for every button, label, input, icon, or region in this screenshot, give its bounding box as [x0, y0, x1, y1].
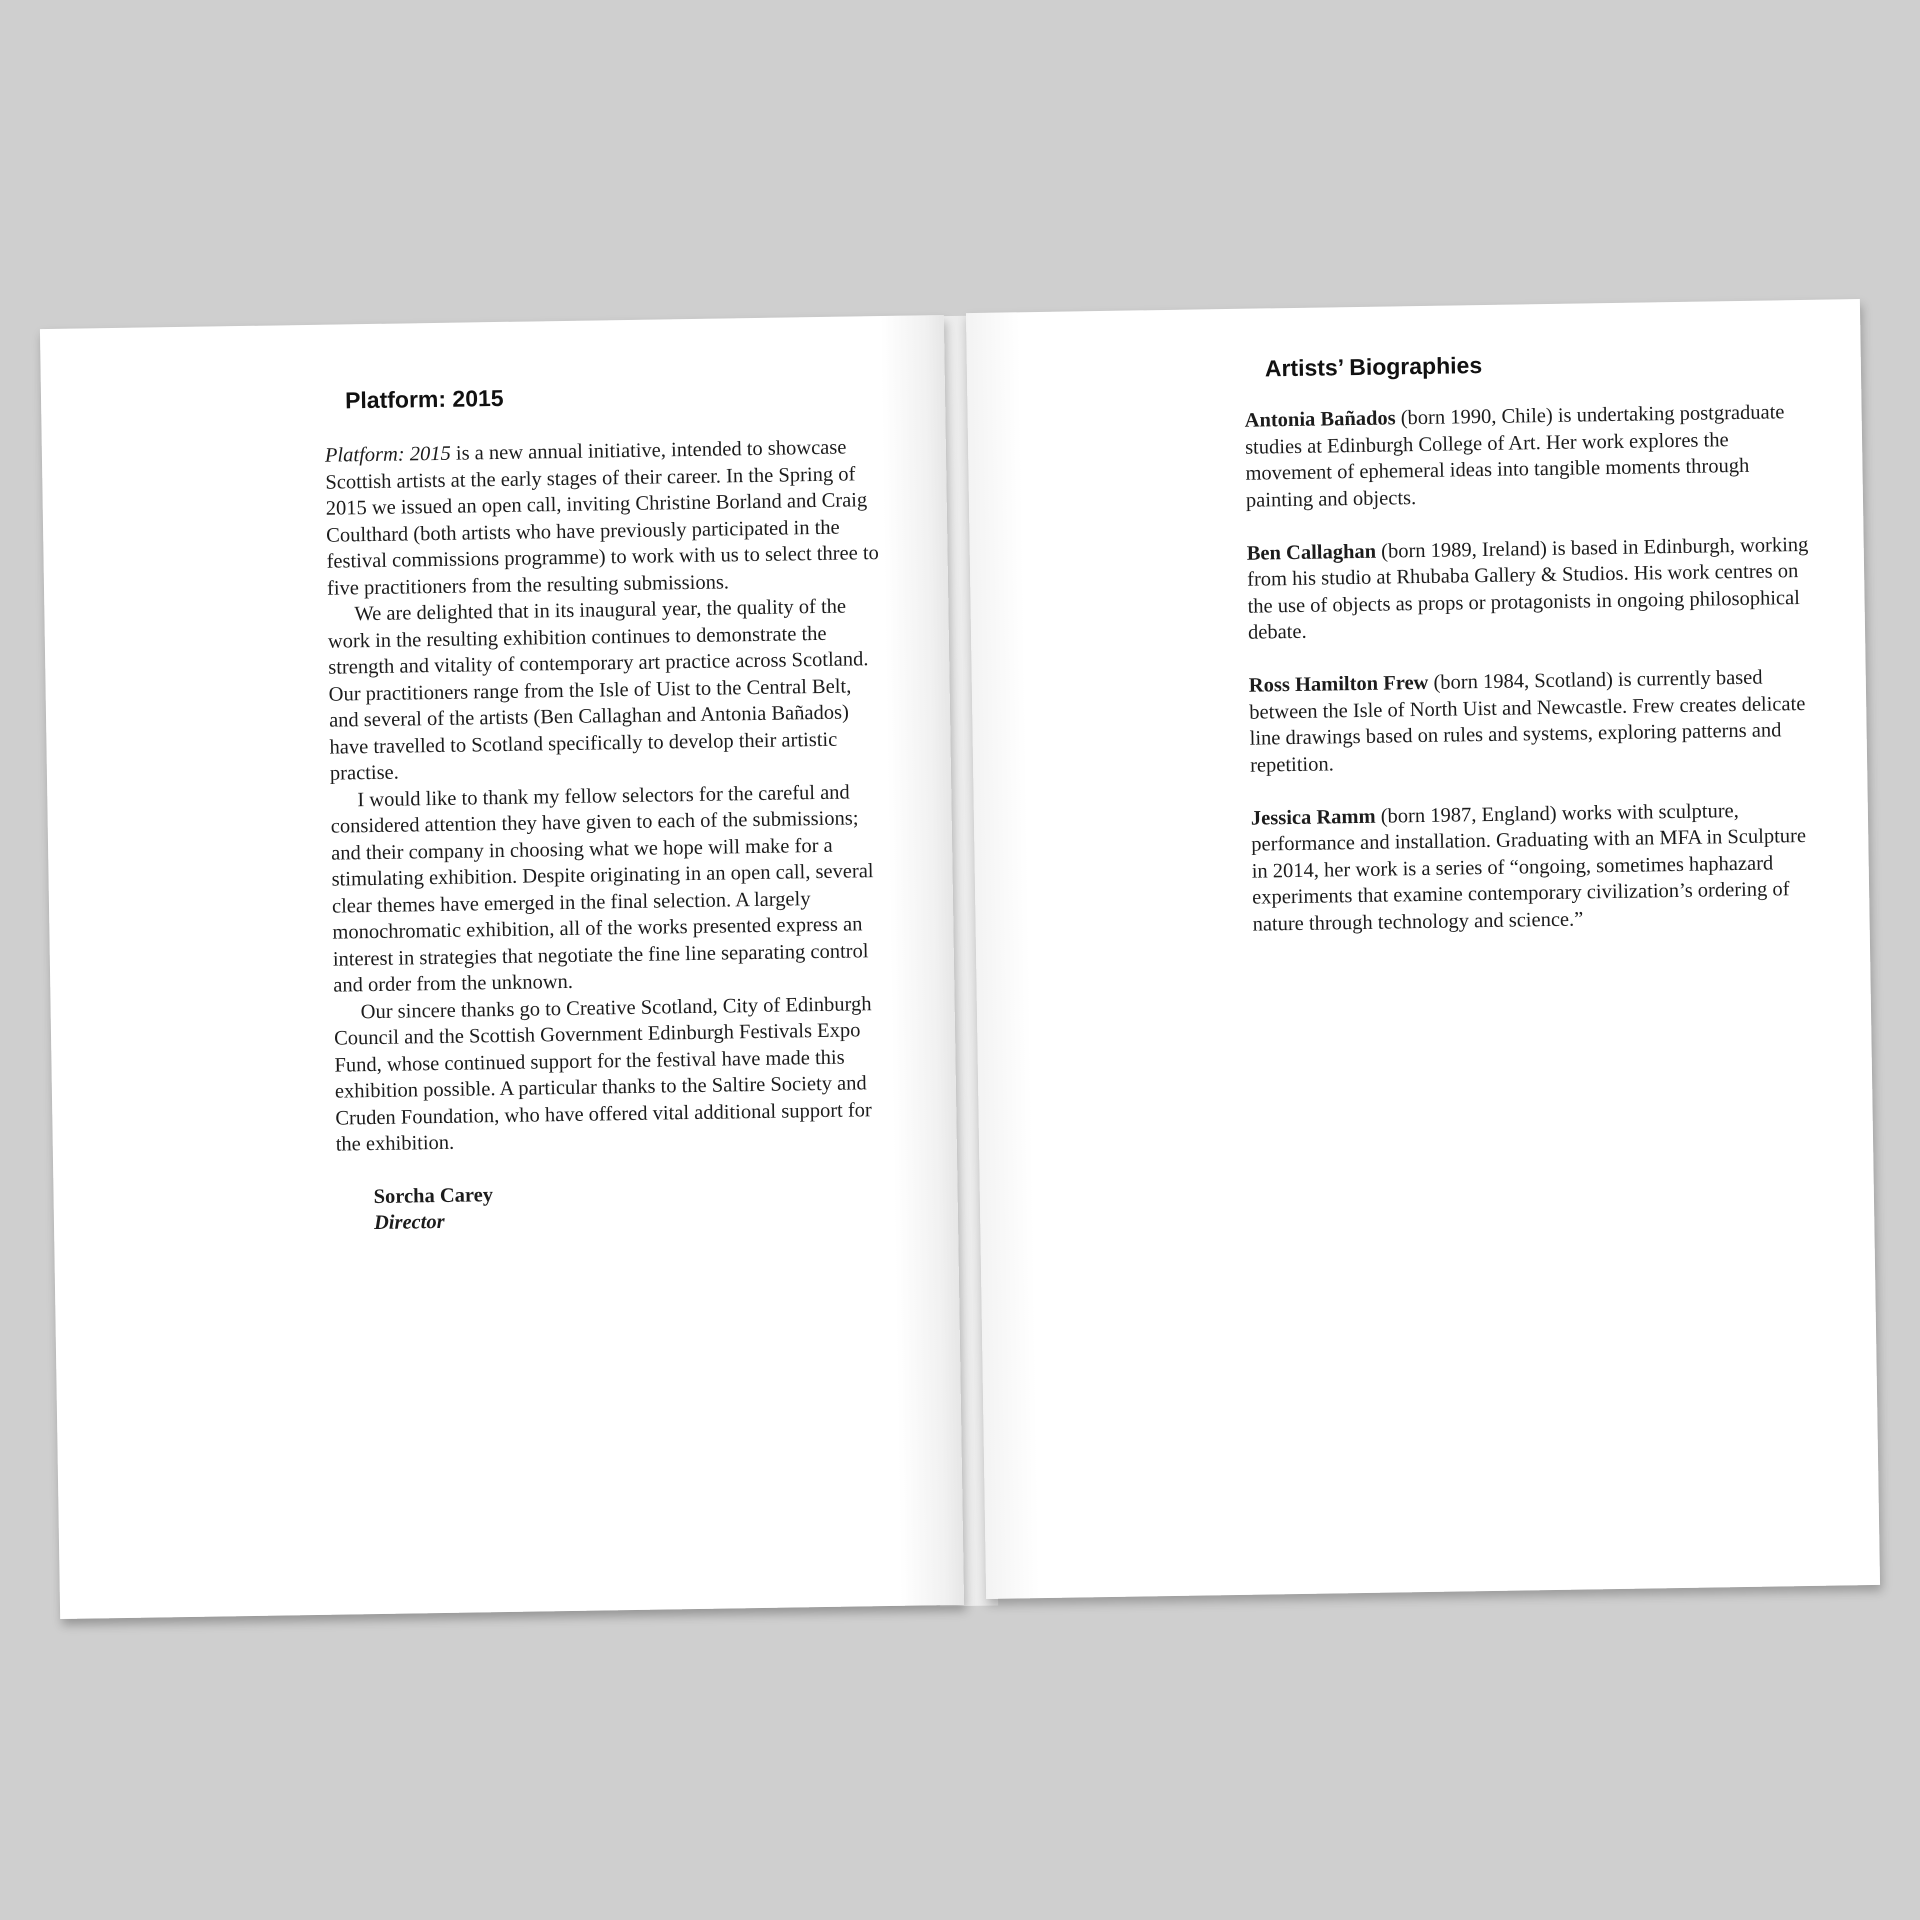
- bio-entry: [1247, 531, 1819, 646]
- bio-entry: [1244, 399, 1816, 514]
- bio-text: (born 1989, Ireland) is based in Edinburgh, working from his studio at Rhubaba Gallery & Studios. His work centres on the use of objects as props or protagonists in ongoing philosophical debate.: [1247, 533, 1809, 644]
- bio-text: (born 1984, Scotland) is currently based between the Isle of North Uist and Newcastle. Frew creates delicate line drawings based on rules and systems, exploring patterns and repetition.: [1249, 666, 1806, 777]
- bio-entry: [1251, 796, 1823, 937]
- biographies-list: [1244, 399, 1823, 964]
- bio-artist-name: Ben Callaghan: [1246, 540, 1377, 565]
- bio-artist-name: Jessica Ramm: [1250, 805, 1376, 830]
- bio-artist-name: Ross Hamilton Frew: [1248, 671, 1429, 697]
- bio-entry: [1249, 664, 1821, 779]
- foreword-paragraph-2: We are delighted that in its inaugural year, the quality of the work in the resulting exhibition continues to demonstrate the strength and vitality of contemporary art practice across Scotland. Our practitioners range from the Isle of Uist to the Central Belt, and several of the artists (Ben Callaghan and Antonia Bañados) have travelled to Scotland specifically to develop their artistic practise.: [327, 595, 869, 785]
- right-page: [966, 299, 1880, 1599]
- signature-role: Director: [373, 1210, 445, 1234]
- foreword-intro-title: Platform: 2015: [324, 442, 451, 467]
- signature-name: Sorcha Carey: [373, 1183, 494, 1208]
- bio-artist-name: Antonia Bañados: [1244, 407, 1396, 432]
- foreword-intro-text: is a new annual initiative, intended to showcase Scottish artists at the early stages of their career. In the Spring of 2015 we issued an open call, inviting Christine Borland and Craig Coulthard (both artists who have previously participated in the festival commissions programme) to work with us to select three to five practitioners from the resulting submissions.: [325, 436, 879, 600]
- foreword-text: [325, 434, 893, 1236]
- foreword-paragraph-4: Our sincere thanks go to Creative Scotland, City of Edinburgh Council and the Scottish Government Edinburgh Festivals Expo Fund, whose continued support for the festival have made this exhibition possible. A particular thanks to the Saltire Society and Cruden Foundation, who have offered vital additional support for the exhibition.: [333, 992, 872, 1156]
- left-page: [40, 315, 964, 1619]
- foreword-paragraph-3: I would like to thank my fellow selectors for the careful and considered attention they have given to each of the submissions; and their company in choosing what we hope will make for a stimulating exhibition. Despite originating in an open call, several clear themes have emerged in the final selection. A largely monochromatic exhibition, all of the works presented express an interest in strategies that negotiate the fine line separating control and order from the unknown.: [330, 781, 874, 997]
- bio-text: (born 1990, Chile) is undertaking postgraduate studies at Edinburgh College of Art. Her work explores the movement of ephemeral ideas into tangible moments through painting and objects.: [1244, 401, 1785, 512]
- signature-block: [373, 1175, 893, 1235]
- foreword-paragraph-1: [325, 434, 883, 602]
- left-page-title: Platform: 2015: [344, 384, 504, 414]
- bio-text: (born 1987, England) works with sculpture, performance and installation. Graduating with an MFA in Sculpture in 2014, her work is a series of “ongoing, sometimes haphazard experiments that examine contemporary civilization’s ordering of nature through technology and science.”: [1251, 799, 1807, 936]
- right-page-title: Artists’ Biographies: [1264, 352, 1483, 382]
